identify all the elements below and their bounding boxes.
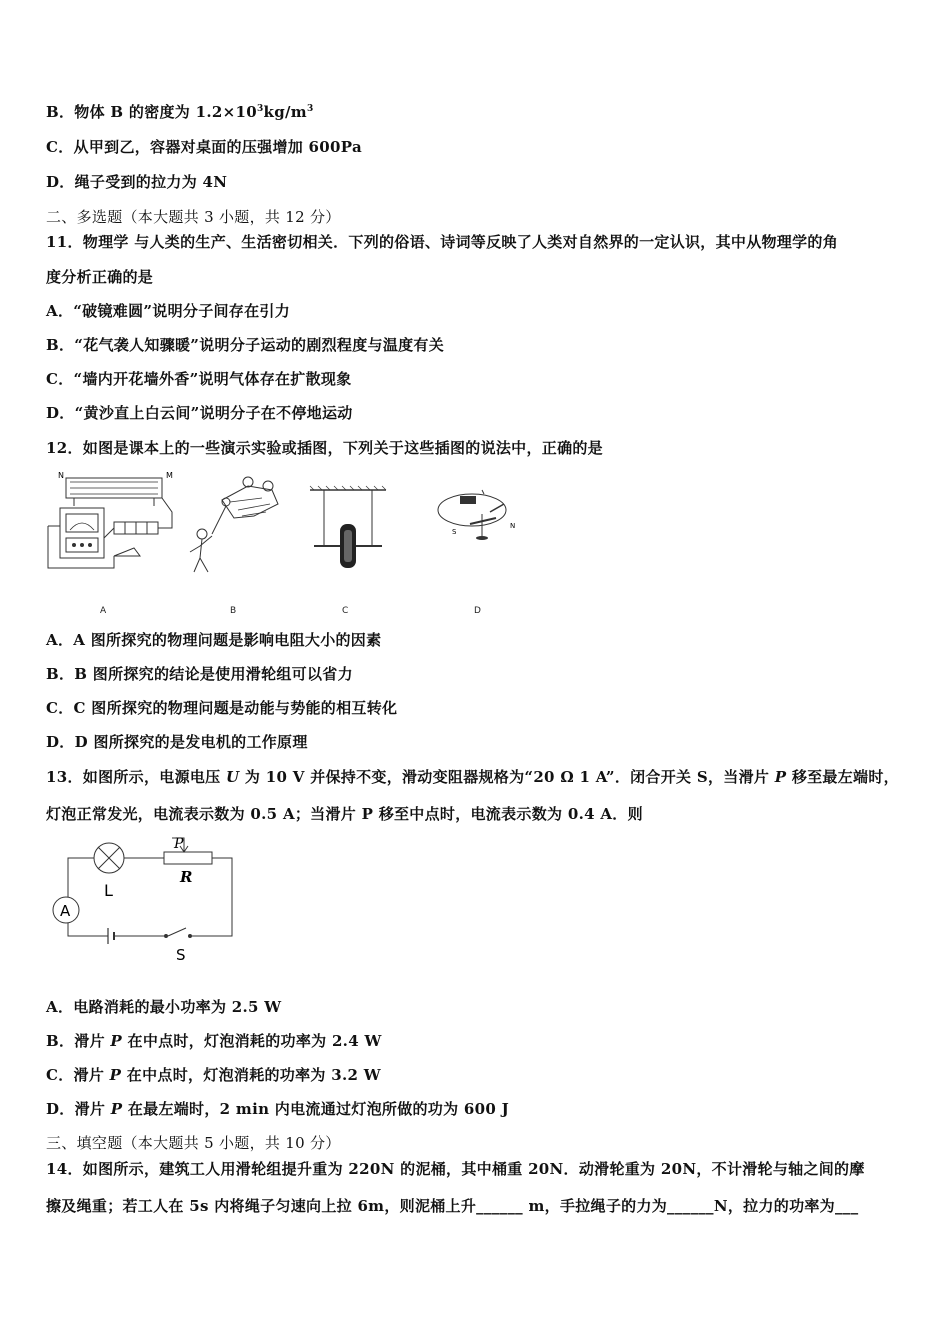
q12-option-c: C．C 图所探究的物理问题是动能与势能的相互转化 [46,699,398,717]
q13-stem-line1: 13．如图所示，电源电压 U 为 10 V 并保持不变，滑动变阻器规格为“20 Ω 1 A”．闭合开关 S，当滑片 P 移至最左端时， [46,768,899,786]
q11-option-d: D．“黄沙直上白云间”说明分子在不停地运动 [46,404,353,422]
rheostat-label: R [180,868,193,886]
section-2-title: 二、多选题（本大题共 3 小题，共 12 分） [46,208,341,226]
q14-stem-line1: 14．如图所示，建筑工人用滑轮组提升重为 220N 的泥桶，其中桶重 20N．动滑轮重为 20N，不计滑轮与轴之间的摩 [46,1160,865,1178]
q11-stem-line1: 11．物理学 与人类的生产、生活密切相关．下列的俗语、诗词等反映了人类对自然界的一定认识，其中从物理学的角 [46,233,839,251]
q12-stem: 12．如图是课本上的一些演示实验或插图，下列关于这些插图的说法中，正确的是 [46,439,603,457]
q10-option-b: B．物体 B 的密度为 $1.2\times 10^3kg/m^3$ [46,103,314,121]
q13-option-b: B．滑片 P 在中点时，灯泡消耗的功率为 2.4 W [46,1032,382,1050]
q12-figure-a [44,468,180,578]
q11-option-a: A．“破镜难圆”说明分子间存在引力 [46,302,290,320]
q13-circuit-diagram [44,832,244,964]
q12-option-d: D．D 图所探究的是发电机的工作原理 [46,733,308,751]
q11-stem-line2: 度分析正确的是 [46,268,154,286]
figure-label-c: C [342,606,349,616]
q10-option-d: D．绳子受到的拉力为 4N [46,173,228,191]
q13-option-c: C．滑片 P 在中点时，灯泡消耗的功率为 3.2 W [46,1066,381,1084]
switch-label: S [176,946,186,964]
figure-label-b: B [230,606,237,616]
fig-a-label-n: N [58,471,64,480]
figure-label-d: D [474,606,481,616]
figure-label-a: A [100,606,107,616]
q10-option-c: C．从甲到乙，容器对桌面的压强增加 600Pa [46,138,362,156]
q14-stem-line2: 擦及绳重；若工人在 5s 内将绳子匀速向上拉 6m，则泥桶上升______ m，手拉绳子的力为______N，拉力的功率为___ [46,1197,859,1215]
q11-option-b: B．“花气袭人知骤暖”说明分子运动的剧烈程度与温度有关 [46,336,445,354]
q12-figure-c [306,484,390,580]
q12-figure-b [182,472,292,582]
q12-figure-d [430,484,526,554]
q13-option-a: A．电路消耗的最小功率为 2.5 W [46,998,282,1016]
q11-option-c: C．“墙内开花墙外香”说明气体存在扩散现象 [46,370,352,388]
ammeter-label: A [60,902,71,920]
slider-label: P [174,836,184,852]
fig-a-label-m: M [166,471,173,480]
q13-stem-line2: 灯泡正常发光，电流表示数为 0.5 A；当滑片 P 移至中点时，电流表示数为 0.4 A．则 [46,805,643,823]
fig-d-label-n: N [510,522,516,530]
section-3-title: 三、填空题（本大题共 5 小题，共 10 分） [46,1134,341,1152]
q13-option-d: D．滑片 P 在最左端时，2 min 内电流通过灯泡所做的功为 600 J [46,1100,510,1118]
q12-option-b: B．B 图所探究的结论是使用滑轮组可以省力 [46,665,353,683]
fig-d-label-s: S [452,528,457,536]
lamp-label: L [104,881,113,900]
q12-option-a: A．A 图所探究的物理问题是影响电阻大小的因素 [46,631,382,649]
